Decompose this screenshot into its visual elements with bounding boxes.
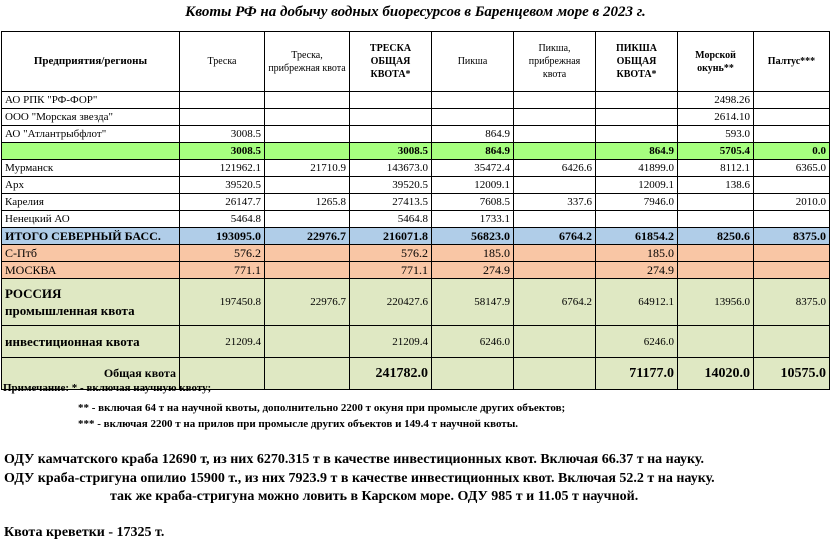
table-cell: 35472.4	[432, 160, 514, 177]
table-cell: 864.9	[432, 126, 514, 143]
table-cell	[596, 126, 678, 143]
table-cell	[514, 358, 596, 390]
table-cell: 61854.2	[596, 228, 678, 245]
table-cell	[678, 262, 754, 279]
table-cell	[265, 245, 350, 262]
table-cell	[596, 109, 678, 126]
table-cell: 138.6	[678, 177, 754, 194]
table-row	[2, 228, 830, 245]
table-cell: 2010.0	[754, 194, 830, 211]
table-cell: 2498.26	[678, 92, 754, 109]
table-cell: 6246.0	[596, 326, 678, 358]
table-cell: 197450.8	[180, 279, 265, 326]
shrimp-quota: Квота креветки - 17325 т.	[4, 525, 165, 540]
row-label	[2, 279, 180, 326]
column-header: Палтус***	[754, 32, 830, 92]
column-header: Треска, прибрежная квота	[265, 32, 350, 92]
table-cell	[678, 245, 754, 262]
table-cell: 21209.4	[350, 326, 432, 358]
table-cell: 216071.8	[350, 228, 432, 245]
note-1: Примечание: * - включая научную квоту;	[3, 382, 212, 394]
table-cell: 7946.0	[596, 194, 678, 211]
table-cell	[350, 126, 432, 143]
table-cell	[678, 326, 754, 358]
table-cell	[265, 126, 350, 143]
table-cell: 274.9	[432, 262, 514, 279]
table-cell	[754, 126, 830, 143]
row-label-line: промышленная квота	[5, 303, 135, 318]
table-cell: 864.9	[432, 143, 514, 160]
table-row	[2, 143, 830, 160]
table-cell: 3008.5	[350, 143, 432, 160]
table-cell: 5464.8	[180, 211, 265, 228]
table-cell	[265, 358, 350, 390]
table-cell: 56823.0	[432, 228, 514, 245]
table-cell	[350, 109, 432, 126]
table-row	[2, 262, 830, 279]
table-cell: 39520.5	[350, 177, 432, 194]
table-cell: 337.6	[514, 194, 596, 211]
table-cell	[754, 326, 830, 358]
column-header: Предприятия/регионы	[2, 32, 180, 92]
row-label: АО РПК "РФ-ФОР"	[2, 92, 180, 109]
row-label: МОСКВА	[2, 262, 180, 279]
table-cell	[754, 211, 830, 228]
table-cell	[180, 109, 265, 126]
table-cell: 5705.4	[678, 143, 754, 160]
table-cell: 2614.10	[678, 109, 754, 126]
table-cell: 771.1	[350, 262, 432, 279]
table-row	[2, 160, 830, 177]
table-cell: 8375.0	[754, 228, 830, 245]
table-cell: 274.9	[596, 262, 678, 279]
table-row	[2, 326, 830, 358]
table-cell	[514, 326, 596, 358]
quota-table	[1, 31, 830, 390]
table-row	[2, 177, 830, 194]
table-cell: 576.2	[180, 245, 265, 262]
table-cell: 21710.9	[265, 160, 350, 177]
column-header: ТРЕСКА ОБЩАЯ КВОТА*	[350, 32, 432, 92]
table-cell	[432, 109, 514, 126]
table-cell	[678, 194, 754, 211]
table-cell: 22976.7	[265, 228, 350, 245]
header-row	[2, 32, 830, 92]
table-cell: 7608.5	[432, 194, 514, 211]
row-label: ООО "Морская звезда"	[2, 109, 180, 126]
table-cell: 21209.4	[180, 326, 265, 358]
table-cell: 8112.1	[678, 160, 754, 177]
table-cell: 3008.5	[180, 126, 265, 143]
table-cell: 576.2	[350, 245, 432, 262]
table-cell: 12009.1	[432, 177, 514, 194]
table-cell: 8375.0	[754, 279, 830, 326]
quota-table-body	[2, 32, 830, 390]
table-cell	[596, 211, 678, 228]
table-cell	[514, 211, 596, 228]
table-cell: 0.0	[754, 143, 830, 160]
table-cell	[265, 211, 350, 228]
table-cell: 193095.0	[180, 228, 265, 245]
table-cell: 185.0	[596, 245, 678, 262]
row-label: С-Птб	[2, 245, 180, 262]
table-row	[2, 211, 830, 228]
column-header: Пикша	[432, 32, 514, 92]
table-cell	[514, 126, 596, 143]
table-cell	[754, 245, 830, 262]
table-cell	[265, 143, 350, 160]
table-cell: 8250.6	[678, 228, 754, 245]
table-cell: 1265.8	[265, 194, 350, 211]
table-cell	[514, 262, 596, 279]
table-row	[2, 109, 830, 126]
column-header: Треска	[180, 32, 265, 92]
note-3: *** - включая 2200 т на прилов при промысле других объектов и 149.4 т научной квоты.	[78, 418, 519, 430]
table-row	[2, 279, 830, 326]
table-cell: 6764.2	[514, 279, 596, 326]
table-cell: 22976.7	[265, 279, 350, 326]
row-label-line: РОССИЯ	[5, 286, 62, 301]
table-cell	[265, 92, 350, 109]
row-label: Арх	[2, 177, 180, 194]
table-cell: 26147.7	[180, 194, 265, 211]
table-cell: 39520.5	[180, 177, 265, 194]
table-cell	[265, 262, 350, 279]
table-cell: 6764.2	[514, 228, 596, 245]
table-cell: 41899.0	[596, 160, 678, 177]
table-cell	[514, 143, 596, 160]
row-label: ИТОГО СЕВЕРНЫЙ БАСС.	[2, 228, 180, 245]
table-cell	[265, 177, 350, 194]
table-row	[2, 92, 830, 109]
table-cell: 143673.0	[350, 160, 432, 177]
table-cell	[514, 109, 596, 126]
row-label: Карелия	[2, 194, 180, 211]
table-cell: 3008.5	[180, 143, 265, 160]
row-label: АО "Атлантрыбфлот"	[2, 126, 180, 143]
table-cell	[180, 92, 265, 109]
table-cell	[678, 211, 754, 228]
table-cell: 14020.0	[678, 358, 754, 390]
table-row	[2, 245, 830, 262]
table-cell: 27413.5	[350, 194, 432, 211]
table-cell	[350, 92, 432, 109]
table-cell: 6365.0	[754, 160, 830, 177]
page-title: Квоты РФ на добычу водных биоресурсов в Баренцевом море в 2023 г.	[185, 4, 646, 20]
table-cell	[432, 358, 514, 390]
note-2: ** - включая 64 т на научной квоты, дополнительно 2200 т окуня при промысле других объектов;	[78, 402, 566, 414]
column-header: Пикша, прибрежная квота	[514, 32, 596, 92]
table-cell: 71177.0	[596, 358, 678, 390]
row-label: инвестиционная квота	[2, 326, 180, 358]
column-header: Морской окунь**	[678, 32, 754, 92]
table-cell	[265, 326, 350, 358]
odu-kara: так же краба-стригуна можно ловить в Карском море. ОДУ 985 т и 11.05 т научной.	[110, 489, 639, 504]
table-cell	[432, 92, 514, 109]
table-row	[2, 126, 830, 143]
table-cell	[514, 177, 596, 194]
table-row	[2, 194, 830, 211]
row-label: Общая квота	[2, 358, 180, 390]
row-label: Ненецкий АО	[2, 211, 180, 228]
table-cell	[514, 92, 596, 109]
row-label: Мурманск	[2, 160, 180, 177]
table-cell: 771.1	[180, 262, 265, 279]
table-cell: 121962.1	[180, 160, 265, 177]
table-cell	[514, 245, 596, 262]
table-cell: 6246.0	[432, 326, 514, 358]
table-cell	[754, 262, 830, 279]
column-header: ПИКША ОБЩАЯ КВОТА*	[596, 32, 678, 92]
table-cell	[265, 109, 350, 126]
table-cell: 64912.1	[596, 279, 678, 326]
table-cell: 185.0	[432, 245, 514, 262]
table-cell: 864.9	[596, 143, 678, 160]
table-cell: 241782.0	[350, 358, 432, 390]
odu-opilio: ОДУ краба-стригуна опилио 15900 т., из них 7923.9 т в качестве инвестиционных квот. Включая 52.2 т на науку.	[4, 471, 715, 486]
table-cell: 10575.0	[754, 358, 830, 390]
table-cell	[754, 177, 830, 194]
table-cell	[754, 92, 830, 109]
table-cell	[754, 109, 830, 126]
table-cell: 12009.1	[596, 177, 678, 194]
table-cell: 58147.9	[432, 279, 514, 326]
table-cell: 6426.6	[514, 160, 596, 177]
odu-kamchatka: ОДУ камчатского краба 12690 т, из них 6270.315 т в качестве инвестиционных квот. Включая 66.37 т на науку.	[4, 452, 704, 467]
table-cell	[596, 92, 678, 109]
table-cell: 593.0	[678, 126, 754, 143]
table-cell: 220427.6	[350, 279, 432, 326]
table-cell: 1733.1	[432, 211, 514, 228]
row-label	[2, 143, 180, 160]
table-cell: 5464.8	[350, 211, 432, 228]
table-cell: 13956.0	[678, 279, 754, 326]
